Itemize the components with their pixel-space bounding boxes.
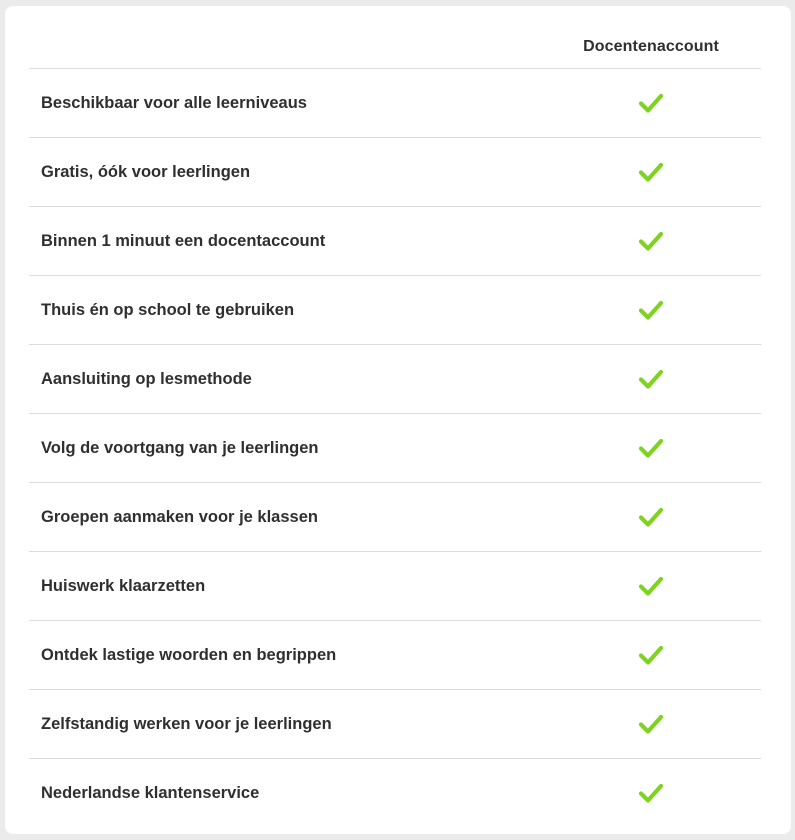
table-row	[29, 414, 761, 483]
table-row	[29, 483, 761, 552]
feature-label: Binnen 1 minuut een docentaccount	[41, 232, 326, 250]
checkmark-icon	[638, 575, 664, 597]
table-row	[29, 345, 761, 414]
checkmark-icon	[638, 92, 664, 114]
checkmark-icon	[638, 644, 664, 666]
feature-label: Beschikbaar voor alle leerniveaus	[41, 94, 307, 112]
table-row	[29, 276, 761, 345]
checkmark-icon	[638, 299, 664, 321]
table-row	[29, 138, 761, 207]
table-body	[29, 69, 761, 827]
checkmark-icon	[638, 782, 664, 804]
checkmark-icon	[638, 713, 664, 735]
feature-label: Nederlandse klantenservice	[41, 784, 260, 802]
checkmark-icon	[638, 161, 664, 183]
feature-label: Ontdek lastige woorden en begrippen	[41, 646, 337, 664]
checkmark-icon	[638, 230, 664, 252]
feature-label: Huiswerk klaarzetten	[41, 577, 206, 595]
table-row	[29, 69, 761, 138]
table-row	[29, 207, 761, 276]
table-row	[29, 552, 761, 621]
table-row	[29, 690, 761, 759]
comparison-card	[5, 6, 791, 834]
feature-label: Aansluiting op lesmethode	[41, 370, 252, 388]
feature-label: Zelfstandig werken voor je leerlingen	[41, 715, 332, 733]
feature-label: Groepen aanmaken voor je klassen	[41, 508, 318, 526]
feature-label: Thuis én op school te gebruiken	[41, 301, 295, 319]
feature-comparison-table	[29, 6, 761, 827]
checkmark-icon	[638, 437, 664, 459]
feature-label: Gratis, óók voor leerlingen	[41, 163, 251, 181]
checkmark-icon	[638, 368, 664, 390]
table-row	[29, 621, 761, 690]
feature-label: Volg de voortgang van je leerlingen	[41, 439, 319, 457]
table-row	[29, 759, 761, 827]
column-header-docentenaccount: Docentenaccount	[583, 38, 719, 55]
checkmark-icon	[638, 506, 664, 528]
table-header-row	[29, 6, 761, 69]
